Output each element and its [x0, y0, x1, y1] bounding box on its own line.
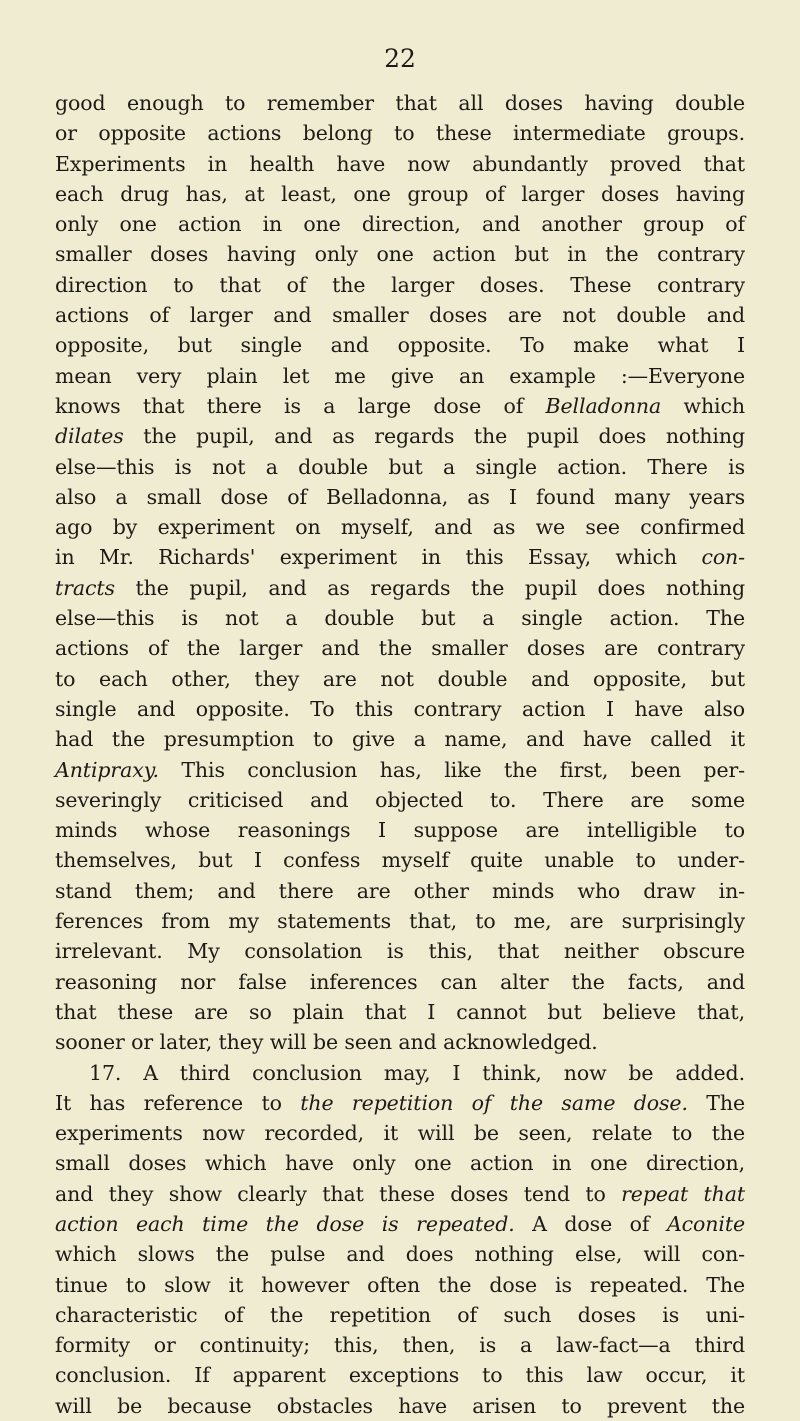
text-run: good enough to remember that all doses having double	[55, 91, 745, 115]
text-line	[55, 330, 745, 360]
text-run: each drug has, at least, one group of larger doses having	[55, 181, 745, 206]
text-run: severingly criticised and objected to. There are some	[55, 787, 745, 812]
text-line	[55, 1300, 745, 1330]
text-run: ferences from my statements that, to me, are surprisingly	[55, 909, 745, 934]
text-line	[55, 845, 745, 875]
text-line	[55, 1148, 745, 1178]
text-run: It has reference to	[55, 1090, 301, 1115]
text-line	[55, 209, 745, 239]
text-line	[55, 1330, 745, 1360]
text-run: which	[661, 393, 745, 418]
text-run: will be because obstacles have arisen to prevent the	[55, 1393, 745, 1418]
text-run: that these are so plain that I cannot but believe that,	[55, 999, 745, 1024]
text-run: only one action in one direction, and another group of	[55, 212, 745, 237]
text-run: actions of larger and smaller doses are not double and	[55, 303, 745, 328]
text-line	[55, 452, 745, 482]
text-line	[55, 755, 745, 785]
text-run: the pupil, and as regards the pupil does nothing	[123, 424, 745, 449]
text-line	[55, 815, 745, 845]
text-run: actions of the larger and the smaller doses are contrary	[55, 636, 745, 661]
text-line	[55, 876, 745, 906]
text-line	[55, 906, 745, 936]
text-run: in Mr. Richards' experiment in this Essay, which	[55, 545, 702, 570]
text-run: opposite, but single and opposite. To make what I	[55, 333, 745, 358]
text-run: experiments now recorded, it will be seen, relate to the	[55, 1121, 745, 1146]
text-run: irrelevant. My consolation is this, that neither obscure	[55, 939, 745, 964]
text-line	[55, 1391, 745, 1421]
text-line	[55, 936, 745, 966]
text-line	[55, 1058, 745, 1088]
text-line	[55, 664, 745, 694]
text-run: to each other, they are not double and opposite, but	[55, 666, 745, 691]
text-run: Experiments in health have now abundantly proved that	[55, 151, 745, 176]
text-run: also a small dose of Belladonna, as I found many years	[55, 484, 745, 509]
text-line	[55, 391, 745, 421]
text-line	[55, 149, 745, 179]
text-line	[55, 179, 745, 209]
page-number: 22	[384, 44, 416, 73]
text-line	[55, 603, 745, 633]
text-run: sooner or later, they will be seen and acknowledged.	[55, 1030, 598, 1055]
text-run: single and opposite. To this contrary action I have also	[55, 696, 745, 721]
text-line	[55, 542, 745, 572]
text-run: mean very plain let me give an example :—Everyone	[55, 363, 745, 388]
italic-text: tracts	[55, 575, 115, 600]
text-line	[55, 118, 745, 148]
text-line	[55, 785, 745, 815]
text-run: else—this is not a double but a single action. There is	[55, 454, 745, 479]
text-run: minds whose reasonings I suppose are intelligible to	[55, 818, 745, 843]
text-line	[55, 633, 745, 663]
italic-text: Antipraxy.	[55, 757, 159, 782]
text-run: The	[687, 1090, 745, 1115]
text-run: else—this is not a double but a single action. The	[55, 606, 745, 631]
text-run: the pupil, and as regards the pupil does nothing	[114, 575, 745, 600]
text-line	[55, 1118, 745, 1148]
italic-text: dilates	[55, 424, 124, 449]
text-line	[55, 512, 745, 542]
italic-text: Belladonna	[545, 393, 662, 418]
text-line	[55, 421, 745, 451]
text-line	[55, 573, 745, 603]
text-line	[55, 482, 745, 512]
italic-text: Aconite	[666, 1211, 745, 1236]
text-run: stand them; and there are other minds who draw in-	[55, 878, 745, 903]
text-line	[55, 694, 745, 724]
text-line	[55, 361, 745, 391]
text-run: characteristic of the repetition of such doses is uni-	[55, 1302, 745, 1327]
text-run: This conclusion has, like the first, been per-	[158, 757, 745, 782]
text-line	[55, 1088, 745, 1118]
text-line	[55, 967, 745, 997]
text-run: tinue to slow it however often the dose is repeated. The	[55, 1272, 745, 1297]
text-line	[55, 1239, 745, 1269]
text-line	[55, 724, 745, 754]
text-line	[55, 1270, 745, 1300]
italic-text: repeat that	[621, 1181, 745, 1206]
text-line	[55, 1360, 745, 1390]
text-run: smaller doses having only one action but in the contrary	[55, 242, 745, 267]
text-line	[55, 270, 745, 300]
text-run: which slows the pulse and does nothing else, will con-	[55, 1242, 745, 1267]
text-run: formity or continuity; this, then, is a law-fact—a third	[55, 1333, 745, 1358]
text-run: 17. A third conclusion may, I think, now be added.	[89, 1060, 745, 1085]
text-run: direction to that of the larger doses. These contrary	[55, 272, 745, 297]
text-run: knows that there is a large dose of	[55, 393, 546, 418]
text-line	[55, 300, 745, 330]
text-line	[55, 88, 745, 118]
italic-text: the repetition of the same dose.	[300, 1090, 688, 1115]
text-line	[55, 997, 745, 1027]
text-run: ago by experiment on myself, and as we see confirmed	[55, 515, 745, 540]
text-run: or opposite actions belong to these intermediate groups.	[55, 121, 745, 146]
text-line	[55, 239, 745, 269]
text-run: themselves, but I confess myself quite unable to under-	[55, 848, 745, 873]
text-run: small doses which have only one action in one direction,	[55, 1151, 745, 1176]
text-run: conclusion. If apparent exceptions to this law occur, it	[55, 1363, 745, 1388]
text-line	[55, 1027, 745, 1057]
text-line	[55, 1179, 745, 1209]
body-text	[55, 88, 745, 1421]
text-run: reasoning nor false inferences can alter the facts, and	[55, 969, 745, 994]
italic-text: action each time the dose is repeated.	[55, 1211, 515, 1236]
italic-text: con-	[701, 545, 745, 570]
text-run: had the presumption to give a name, and have called it	[55, 727, 745, 752]
text-run: and they show clearly that these doses tend to	[55, 1181, 622, 1206]
text-run: A dose of	[514, 1211, 667, 1236]
text-line	[55, 1209, 745, 1239]
